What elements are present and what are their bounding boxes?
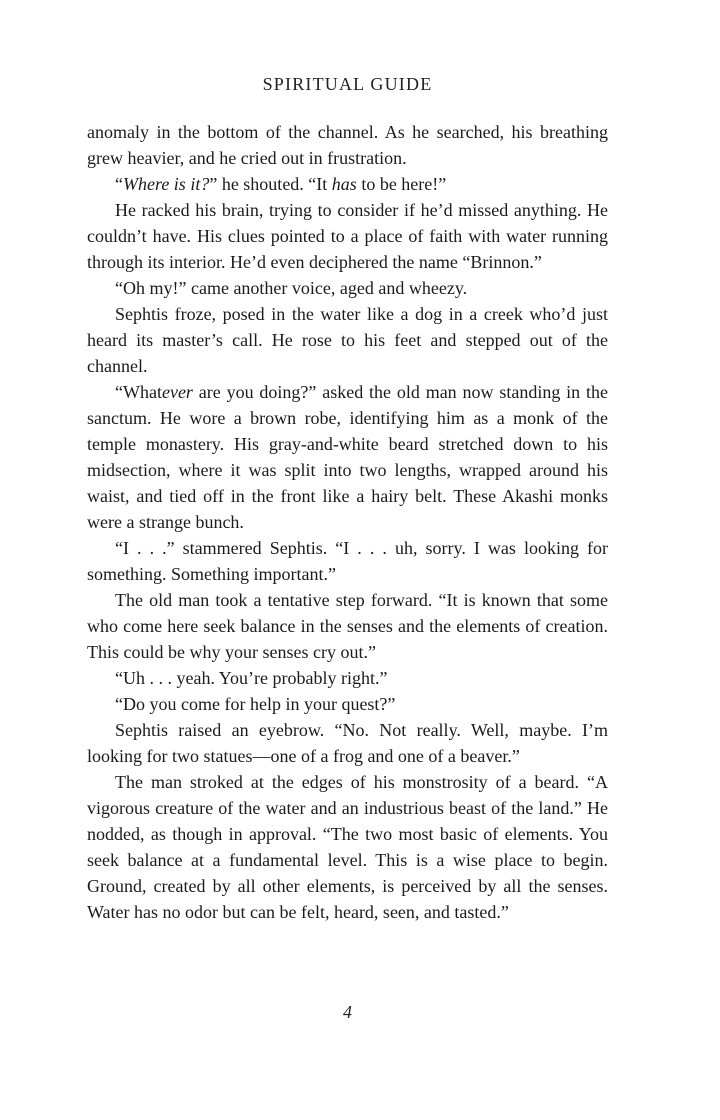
text-run: “Do you come for help in your quest?” bbox=[115, 694, 396, 714]
paragraph bbox=[87, 587, 608, 665]
page-number: 4 bbox=[343, 1002, 352, 1022]
italic-run: ever bbox=[161, 382, 193, 402]
paragraph bbox=[87, 197, 608, 275]
italic-run: has bbox=[331, 174, 357, 194]
text-run: Sephtis froze, posed in the water like a dog in a creek who’d just heard its master’s call. He rose to his feet and stepped out of the channel. bbox=[87, 304, 608, 376]
text-run: He racked his brain, trying to consider if he’d missed anything. He couldn’t have. His clues pointed to a place of faith with water running through its interior. He’d even deciphered the name “Brinnon.” bbox=[87, 200, 608, 272]
text-run: to be here!” bbox=[356, 174, 447, 194]
text-run: “Oh my!” came another voice, aged and wheezy. bbox=[115, 278, 468, 298]
running-head: SPIRITUAL GUIDE bbox=[262, 74, 433, 94]
italic-run: Where is it? bbox=[123, 174, 210, 194]
paragraph bbox=[87, 275, 608, 301]
paragraph bbox=[87, 717, 608, 769]
text-run: Sephtis raised an eyebrow. “No. Not really. Well, maybe. I’m looking for two statues—one of a frog and one of a beaver.” bbox=[87, 720, 608, 766]
paragraph bbox=[87, 171, 608, 197]
paragraph bbox=[87, 119, 608, 171]
text-run: ” he shouted. “It bbox=[209, 174, 332, 194]
text-run: “I . . .” stammered Sephtis. “I . . . uh, sorry. I was looking for something. Something important.” bbox=[87, 538, 608, 584]
text-run: “Uh . . . yeah. You’re probably right.” bbox=[115, 668, 388, 688]
body-text bbox=[87, 119, 608, 925]
paragraph bbox=[87, 379, 608, 535]
paragraph bbox=[87, 691, 608, 717]
text-run: “ bbox=[115, 174, 123, 194]
text-run: anomaly in the bottom of the channel. As he searched, his breathing grew heavier, and he cried out in frustration. bbox=[87, 122, 608, 168]
text-run: The old man took a tentative step forward. “It is known that some who come here seek balance in the senses and the elements of creation. This could be why your senses cry out.” bbox=[87, 590, 608, 662]
text-run: “What bbox=[115, 382, 162, 402]
paragraph bbox=[87, 535, 608, 587]
text-run: The man stroked at the edges of his monstrosity of a beard. “A vigorous creature of the water and an industrious beast of the land.” He nodded, as though in approval. “The two most basic of elements. You seek balance at a fundamental level. This is a wise place to begin. Ground, created by all other elements, is perceived by all the senses. Water has no odor but can be felt, heard, seen, and tasted.” bbox=[87, 772, 608, 922]
paragraph bbox=[87, 301, 608, 379]
text-run: are you doing?” asked the old man now standing in the sanctum. He wore a brown robe, identifying him as a monk of the temple monastery. His gray-and-white beard stretched down to his midsection, where it was split into two lengths, wrapped around his waist, and tied off in the front like a hairy belt. These Akashi monks were a strange bunch. bbox=[87, 382, 608, 532]
paragraph bbox=[87, 665, 608, 691]
paragraph bbox=[87, 769, 608, 925]
